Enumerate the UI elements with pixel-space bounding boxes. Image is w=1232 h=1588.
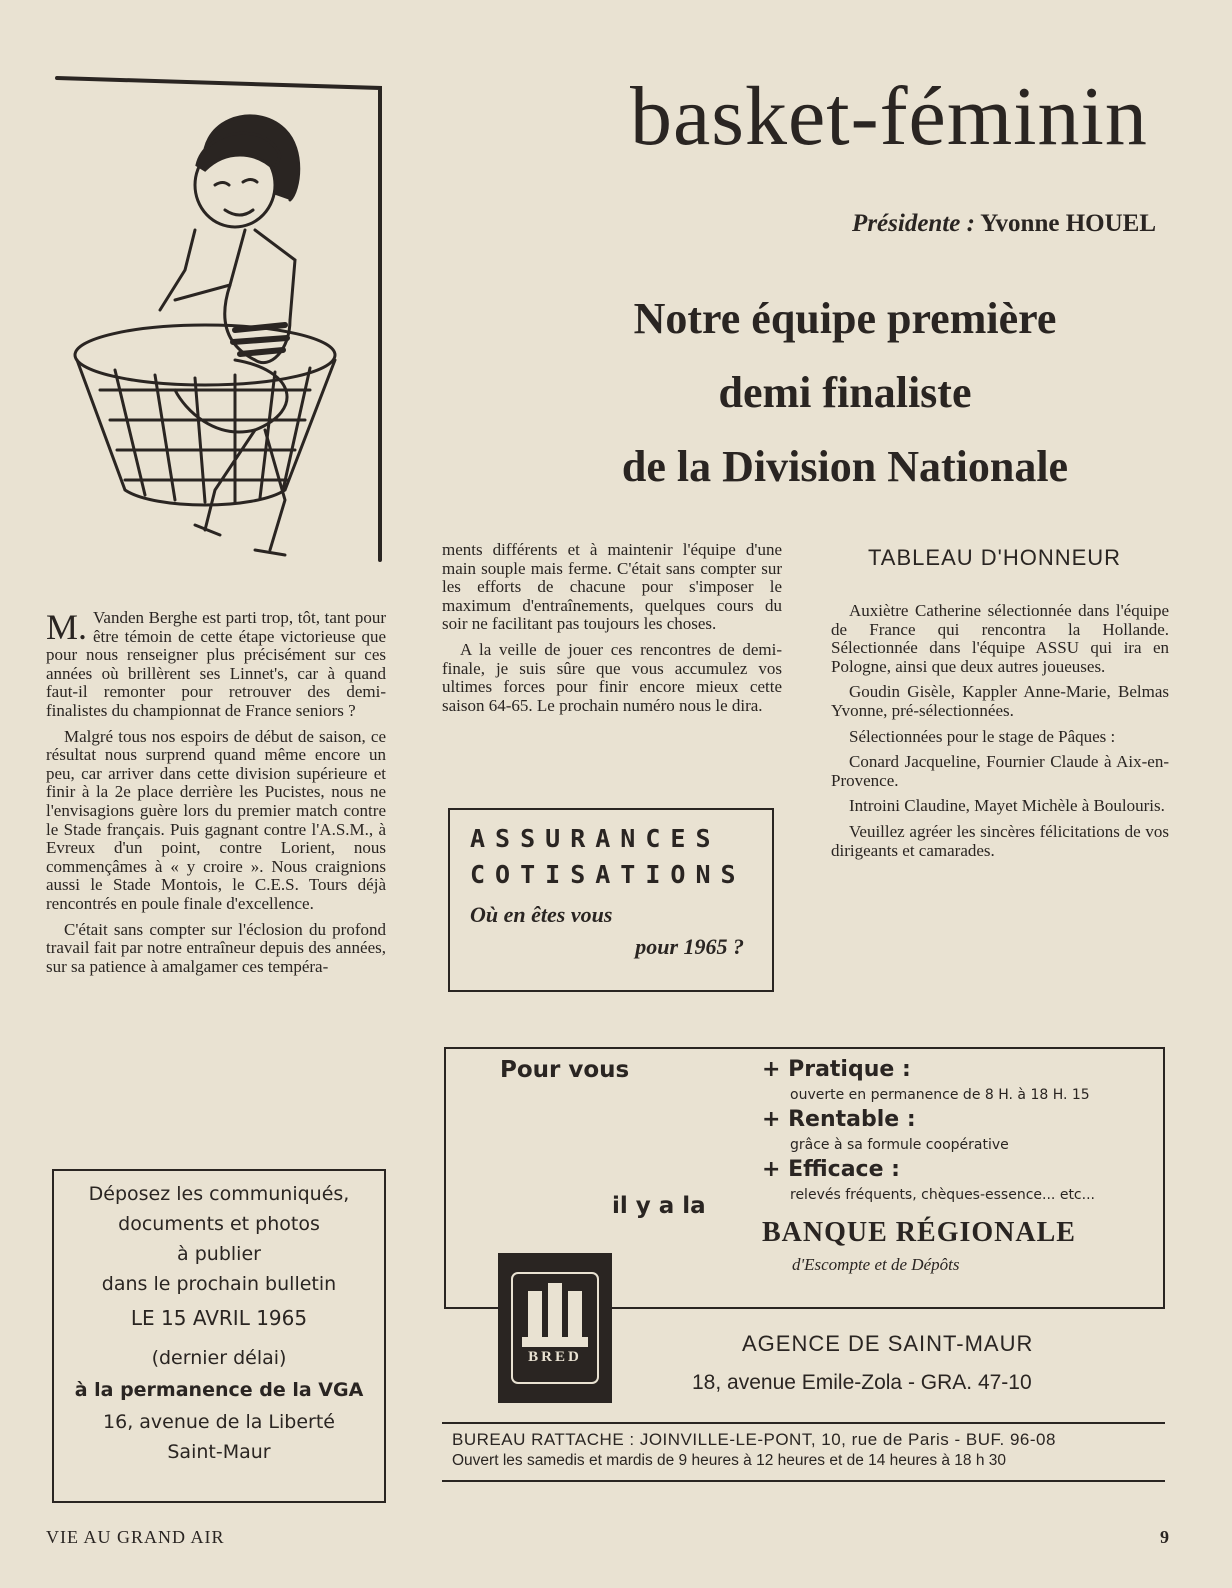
bureau-line-2: Ouvert les samedis et mardis de 9 heures à 12 heures et de 14 heures à 18 h 30 [452,1452,1007,1469]
article-paragraph: ments différents et à maintenir l'équipe d'une main souple mais ferme. C'était sans compter sur les efforts de chacune pour s'imposer le maximum d'entraînements, quelques cours du soir ne facilitant pas toujours les choses. [442,540,782,634]
bred-building-icon [498,1253,612,1403]
bank-item-1-title: + Pratique : [762,1057,911,1082]
tableau-paragraph: Veuillez agréer les sincères félicitations de vos dirigeants et camarades. [831,821,1169,860]
bureau-line-1: BUREAU RATTACHE : JOINVILLE-LE-PONT, 10, rue de Paris - BUF. 96-08 [452,1430,1056,1449]
depot-line-1: Déposez les communiqués, [88,1183,350,1205]
tableau-paragraph: Introini Claudine, Mayet Michèle à Boulouris. [849,796,1165,816]
depot-line-3: à publier [177,1243,261,1265]
agence-address: 18, avenue Emile-Zola - GRA. 47-10 [692,1371,1032,1394]
pour-vous-label: Pour vous [500,1057,630,1083]
assurances-line-3: Où en êtes vous [470,902,613,927]
bred-logo-text: BRED [528,1349,582,1365]
depot-line-5: LE 15 AVRIL 1965 [130,1306,308,1330]
depot-line-7: à la permanence de la VGA [74,1379,364,1401]
article-column-2 [442,541,782,722]
section-title: basket-féminin [630,70,1148,163]
depot-line-6: (dernier délai) [151,1347,287,1369]
tableau-paragraph: Goudin Gisèle, Kappler Anne-Marie, Belmas Yvonne, pré-sélectionnées. [831,682,1169,720]
article-paragraph: A la veille de jouer ces rencontres de demi-finale, je suis sûre que vous accumulez vos ultimes forces pour finir encore mieux cette saison 64-65. Le prochain numéro nous le dira. [442,639,782,715]
president-name: Yvonne HOUEL [980,210,1156,237]
publication-name: VIE AU GRAND AIR [46,1527,225,1547]
article-paragraph: Malgré tous nos espoirs de début de saison, ce résultat nous surprend quand même encore un peu, car arriver dans cette division supérieure et finir à la 2e place derrière les Pucistes, nous ne l'envisagions guère lors du premier match contre le Stade français. Puis gagnant contre l'A.S.M., à Evreux d'un point, contre Lorient, nous commençâmes à « y croire ». Nous craignions aussi le Stade Montois, le C.E.S. Tours déjà rencontrés en poule finale d'excellence. [46,726,386,913]
il-y-a-la-label: il y a la [612,1193,706,1219]
page-number: 9 [1160,1527,1169,1547]
president-line [852,210,1156,238]
bank-item-3-sub: relevés fréquents, chèques-essence... etc... [790,1187,1095,1203]
bank-item-2-sub: grâce à sa formule coopérative [790,1137,1009,1153]
tableau-paragraph: Auxiètre Catherine sélectionnée dans l'équipe de France qui rencontra la Hollande. Sélectionnée dans l'équipe ASSU qui ira en Pologne, ainsi que deux autres joueuses. [831,601,1169,676]
assurances-box [448,808,774,992]
depot-notice-box [52,1169,386,1503]
bureau-box [442,1422,1165,1482]
depot-line-8: 16, avenue de la Liberté [103,1411,335,1433]
assurances-line-2: COTISATIONS [470,860,746,889]
headline-line-2: demi finaliste [718,368,972,417]
depot-line-2: documents et photos [118,1213,320,1235]
assurances-line-4: pour 1965 ? [635,934,744,959]
tableau-paragraph: Conard Jacqueline, Fournier Claude à Aix-en-Provence. [831,752,1169,790]
drop-cap: M. [46,607,88,647]
girl-on-basket-drawing-icon [55,70,390,575]
president-label: Présidente : [852,210,975,237]
depot-line-4: dans le prochain bulletin [101,1273,337,1295]
bank-item-1-sub: ouverte en permanence de 8 H. à 18 H. 15 [790,1087,1090,1103]
tableau-title: TABLEAU D'HONNEUR [868,545,1122,570]
tableau-honneur [831,602,1169,867]
bank-name-sub: d'Escompte et de Dépôts [792,1255,960,1274]
assurances-line-1: ASSURANCES [470,824,721,853]
bred-logo [498,1253,612,1403]
bank-name: BANQUE RÉGIONALE [762,1217,1076,1248]
article-paragraph: C'était sans compter sur l'éclosion du profond travail fait par notre entraîneur depuis des années, sur sa patience à amalgamer ces tempéra- [46,919,386,976]
depot-line-9: Saint-Maur [167,1441,271,1463]
headline-line-1: Notre équipe première [633,294,1057,343]
bank-item-2-title: + Rentable : [762,1107,916,1132]
article-paragraph: Vanden Berghe est parti trop, tôt, tant pour être témoin de cette étape victorieuse que pour nous renseigner plus précisément sur ces années où brillèrent ses Linnet's, car à quand faut-il remonter pour retrouver des demi-finalistes du championnat de France seniors ? [46,608,386,720]
headline [450,282,1232,504]
article-column-1 [46,609,386,983]
tableau-paragraph: Sélectionnées pour le stage de Pâques : [849,726,1116,746]
agence-name: AGENCE DE SAINT-MAUR [742,1331,1034,1356]
headline-line-3: de la Division Nationale [621,442,1069,491]
bank-item-3-title: + Efficace : [762,1157,900,1182]
